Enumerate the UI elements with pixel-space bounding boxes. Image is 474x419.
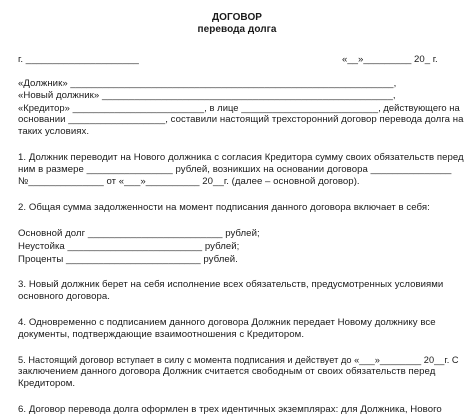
clause-1-line-1: 1. Должник переводит на Нового должника с согласия Кредитора сумму своих обязательств перед [18, 152, 464, 163]
date-field: «__»_________ 20_ г. [342, 54, 438, 65]
clause-5-line-3: Кредитором. [18, 378, 76, 389]
document-subtitle: перевода долга [197, 24, 277, 35]
interest-line: Проценты _________________________ рублей. [18, 254, 238, 265]
clause-6-line-1: 6. Договор перевода долга оформлен в трех идентичных экземплярах: для Должника, Нового [18, 404, 442, 415]
penalty-line: Неустойка _________________________ рублей; [18, 241, 240, 252]
clause-3-line-2: основного договора. [18, 291, 110, 302]
clause-3-line-1: 3. Новый должник берет на себя исполнение всех обязательств, предусмотренных условиями [18, 279, 444, 290]
conditions-line: таких условиях. [18, 126, 90, 137]
new-debtor-line: «Новый должник» ______________________________________________________, [18, 90, 396, 101]
clause-2-line: 2. Общая сумма задолженности на момент подписания данного договора включает в себя: [18, 202, 430, 213]
clause-1-line-2: ним в размере ________________ рублей, возникших на основании договора _______________ [18, 164, 452, 175]
clause-5-line-1: 5. Настоящий договор вступает в силу с момента подписания и действует до «___»________ 20__г. С [18, 355, 459, 365]
basis-line: основании __________________, составили настоящий трехсторонний договор перевода долга на [18, 114, 464, 125]
clause-1-line-3: №______________ от «___»__________ 20__г. (далее – основной договор). [18, 176, 360, 187]
creditor-line: «Кредитор» _________________________, в лице __________________________, действующего на [18, 102, 460, 113]
clause-4-line-2: документы, подтверждающие взаимоотношения с Кредитором. [18, 329, 305, 340]
clause-4-line-1: 4. Одновременно с подписанием данного договора Должник передает Новому должнику все [18, 317, 436, 328]
clause-5-line-2: заключением данного договора Должник считается свободным от своих обязательств перед [18, 366, 436, 377]
debtor-line: «Должник» ____________________________________________________________, [18, 78, 397, 89]
document-title: ДОГОВОР [212, 12, 262, 23]
place-field: г. _____________________ [18, 54, 139, 65]
principal-debt-line: Основной долг _________________________ рублей; [18, 228, 260, 239]
